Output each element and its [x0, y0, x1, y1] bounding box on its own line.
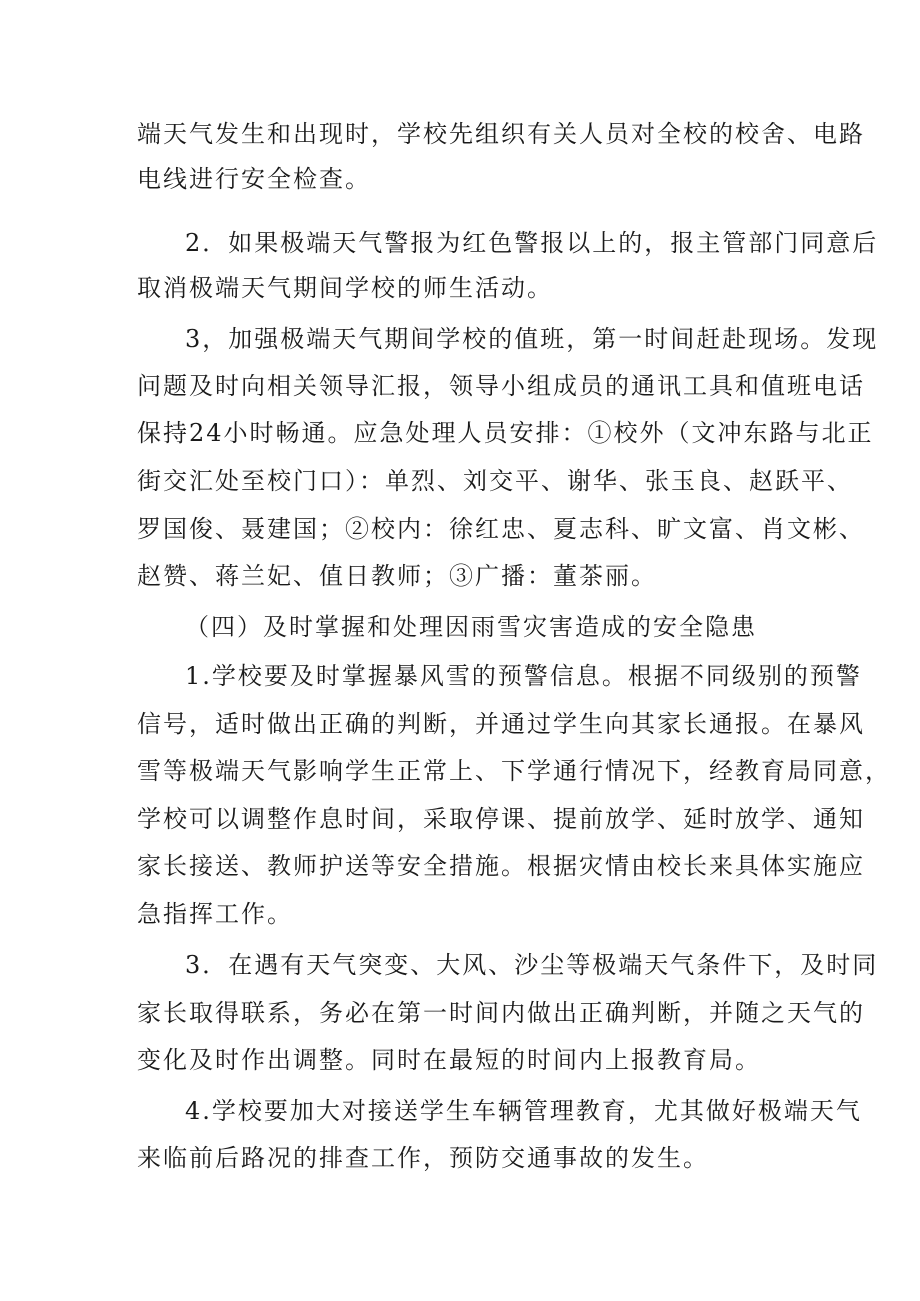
paragraph-5-line-1: 3．在遇有天气突变、大风、沙尘等极端天气条件下，及时同	[185, 951, 879, 979]
paragraph-2-line-1: 2．如果极端天气警报为红色警报以上的，报主管部门同意后	[185, 229, 879, 257]
paragraph-3-line-6: 赵赞、蒋兰妃、值日教师；③广播：董茶丽。	[137, 562, 657, 590]
paragraph-1-line-1: 端天气发生和出现时，学校先组织有关人员对全校的校舍、电路	[137, 120, 865, 148]
paragraph-4-line-6: 急指挥工作。	[137, 900, 293, 928]
paragraph-4-line-2: 信号，适时做出正确的判断，并通过学生向其家长通报。在暴风	[137, 710, 865, 738]
paragraph-2-line-2: 取消极端天气期间学校的师生活动。	[137, 274, 553, 302]
paragraph-4-line-4: 学校可以调整作息时间，采取停课、提前放学、延时放学、通知	[137, 805, 865, 833]
paragraph-3-line-5: 罗国俊、聂建国；②校内：徐红忠、夏志科、旷文富、肖文彬、	[137, 515, 865, 543]
paragraph-3-line-2: 问题及时向相关领导汇报，领导小组成员的通讯工具和值班电话	[137, 372, 865, 400]
paragraph-3-line-1: 3，加强极端天气期间学校的值班，第一时间赶赴现场。发现	[185, 325, 879, 353]
paragraph-4-line-1: 1.学校要及时掌握暴风雪的预警信息。根据不同级别的预警	[185, 662, 862, 690]
paragraph-5-line-2: 家长取得联系，务必在第一时间内做出正确判断，并随之天气的	[137, 999, 865, 1027]
paragraph-6-line-1: 4.学校要加大对接送学生车辆管理教育，尤其做好极端天气	[185, 1097, 862, 1125]
paragraph-4-line-3: 雪等极端天气影响学生正常上、下学通行情况下，经教育局同意，	[137, 757, 891, 785]
paragraph-5-line-3: 变化及时作出调整。同时在最短的时间内上报教育局。	[137, 1046, 761, 1074]
section-heading: （四）及时掌握和处理因雨雪灾害造成的安全隐患	[185, 613, 757, 641]
paragraph-4-line-5: 家长接送、教师护送等安全措施。根据灾情由校长来具体实施应	[137, 852, 865, 880]
paragraph-6-line-2: 来临前后路况的排查工作，预防交通事故的发生。	[137, 1144, 709, 1172]
paragraph-3-line-3: 保持24小时畅通。应急处理人员安排：①校外（文冲东路与北正	[137, 419, 874, 447]
paragraph-1-line-2: 电线进行安全检查。	[137, 165, 371, 193]
paragraph-3-line-4: 街交汇处至校门口）：单烈、刘交平、谢华、张玉良、赵跃平、	[137, 467, 853, 495]
